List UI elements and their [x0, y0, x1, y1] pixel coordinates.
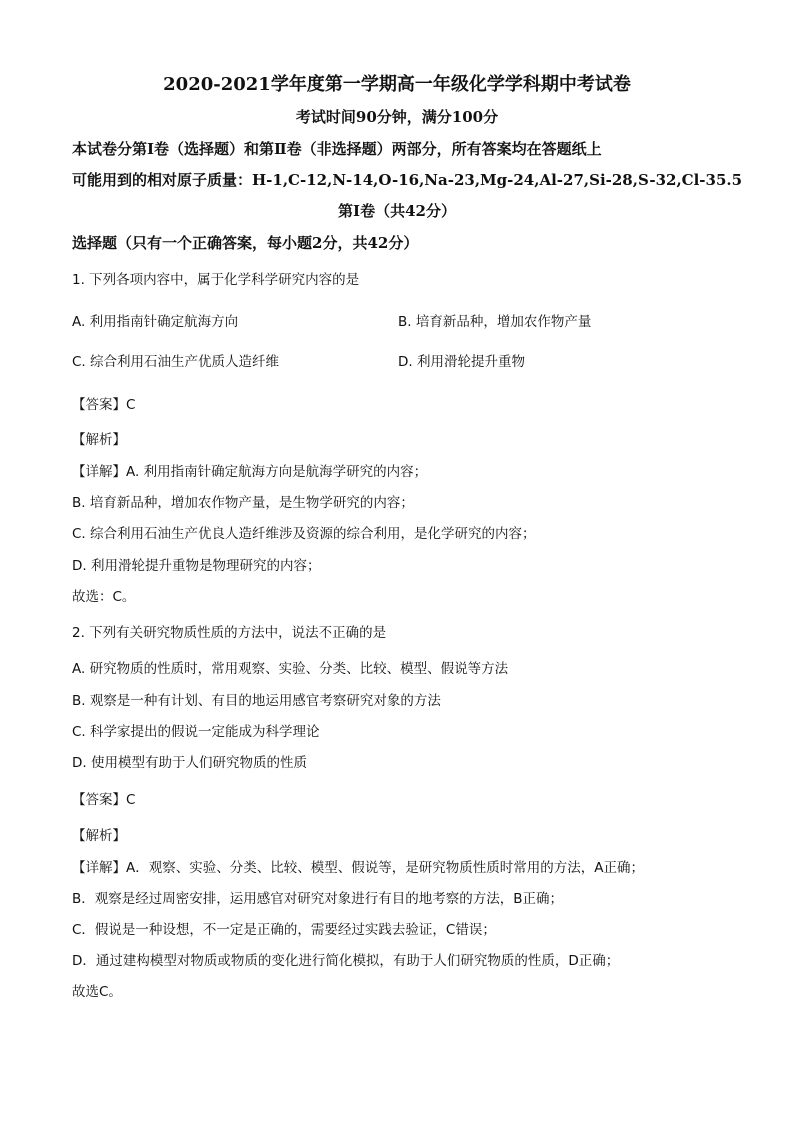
q1-option-d: D. 利用滑轮提升重物	[398, 354, 525, 370]
q2-detail: C．假说是一种设想，不一定是正确的，需要经过实践去验证，C错误；	[72, 922, 496, 938]
q1-stem: 1. 下列各项内容中，属于化学科学研究内容的是	[72, 272, 360, 288]
q2-analysis-label: 【解析】	[72, 828, 126, 844]
section-title: 第Ⅰ卷（共42分）	[338, 202, 456, 220]
q2-option-d: D. 使用模型有助于人们研究物质的性质	[72, 755, 307, 771]
q2-option-a: A. 研究物质的性质时，常用观察、实验、分类、比较、模型、假说等方法	[72, 661, 509, 677]
q2-option-c: C. 科学家提出的假说一定能成为科学理论	[72, 724, 320, 740]
q2-detail: B．观察是经过周密安排，运用感官对研究对象进行有目的地考察的方法，B正确；	[72, 891, 564, 907]
q1-option-a: A. 利用指南针确定航海方向	[72, 314, 239, 330]
q1-detail: 故选：C。	[72, 589, 136, 605]
q1-option-b: B. 培育新品种，增加农作物产量	[398, 314, 592, 330]
q2-detail: D．通过建构模型对物质或物质的变化进行简化模拟，有助于人们研究物质的性质，D正确；	[72, 953, 620, 969]
section-instruction: 选择题（只有一个正确答案，每小题2分，共42分）	[72, 234, 419, 252]
exam-subtitle: 考试时间90分钟，满分100分	[295, 108, 499, 126]
q2-option-b: B. 观察是一种有计划、有目的地运用感官考察研究对象的方法	[72, 693, 441, 709]
exam-title: 2020-2021学年度第一学期高一年级化学学科期中考试卷	[163, 74, 631, 95]
q1-detail: C. 综合利用石油生产优良人造纤维涉及资源的综合利用，是化学研究的内容；	[72, 526, 536, 542]
q1-option-c: C. 综合利用石油生产优质人造纤维	[72, 354, 280, 370]
q1-detail: B. 培育新品种，增加农作物产量，是生物学研究的内容；	[72, 495, 414, 511]
q2-detail: 故选C。	[72, 984, 122, 1000]
q2-detail: 【详解】A．观察、实验、分类、比较、模型、假说等，是研究物质性质时常用的方法，A正确；	[72, 860, 644, 876]
q2-stem: 2. 下列有关研究物质性质的方法中，说法不正确的是	[72, 625, 387, 641]
q2-answer: 【答案】C	[72, 792, 136, 808]
q1-detail: D. 利用滑轮提升重物是物理研究的内容；	[72, 558, 321, 574]
exam-intro: 本试卷分第Ⅰ卷（选择题）和第Ⅱ卷（非选择题）两部分，所有答案均在答题纸上	[72, 140, 602, 158]
atomic-masses: 可能用到的相对原子质量：H-1,C-12,N-14,O-16,Na-23,Mg-24,Al-27,Si-28,S-32,Cl-35.5	[72, 171, 743, 189]
q1-answer: 【答案】C	[72, 397, 136, 413]
q1-analysis-label: 【解析】	[72, 432, 126, 448]
q1-detail: 【详解】A. 利用指南针确定航海方向是航海学研究的内容；	[72, 464, 428, 480]
